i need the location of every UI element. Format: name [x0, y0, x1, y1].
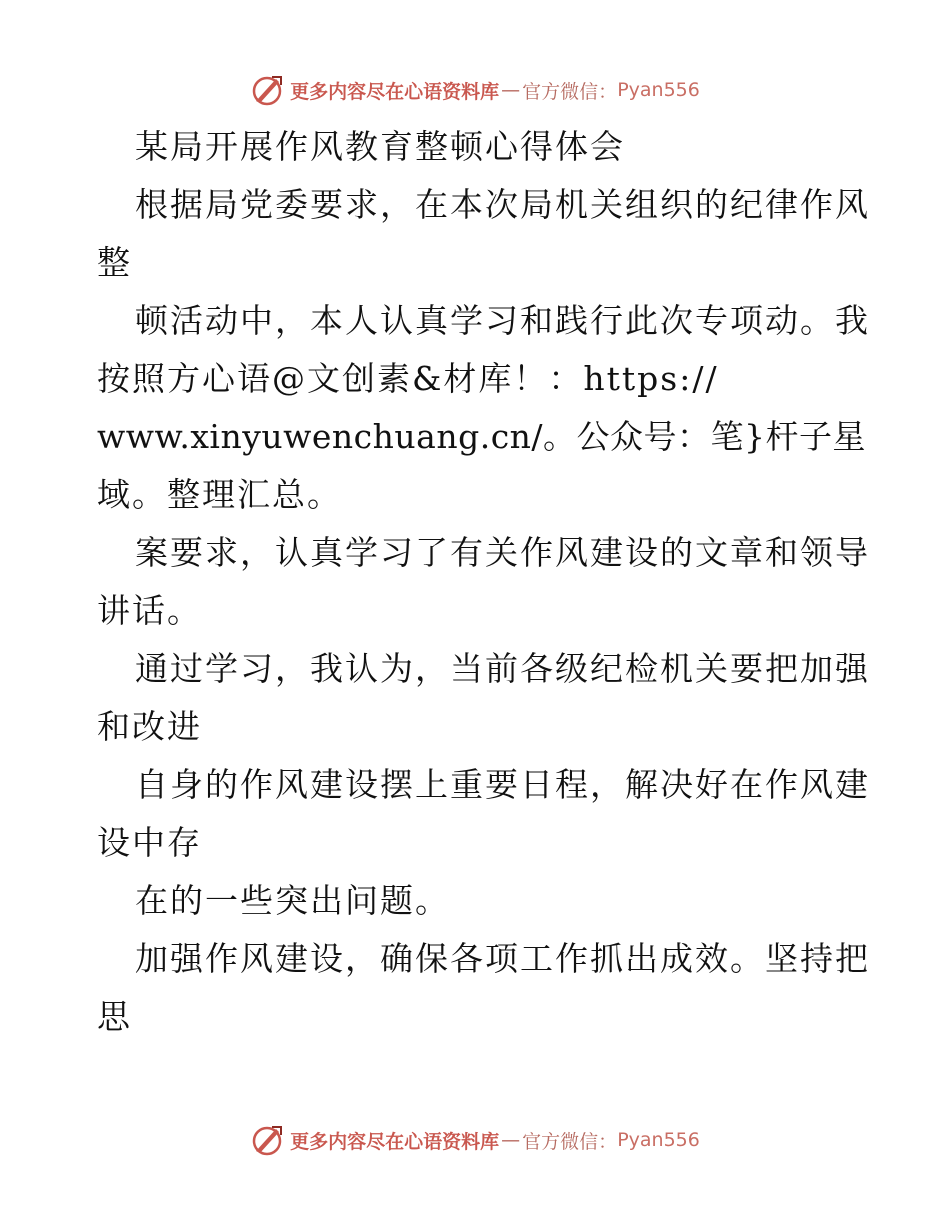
text-line: www.xinyuwenchuang.cn/。公众号：笔}杆子星: [97, 417, 867, 456]
quill-logo-icon: [250, 73, 284, 107]
banner-dash: —: [501, 1129, 521, 1151]
text-line: 在的一些突出问题。: [135, 881, 450, 920]
text-line: 通过学习，我认为，当前各级纪检机关要把加强: [135, 649, 870, 688]
document-title: 某局开展作风教育整顿心得体会: [135, 127, 625, 166]
document-body: [97, 118, 870, 1046]
text-line: 加强作风建设，确保各项工作抓出成效。坚持把: [135, 939, 870, 978]
text-line: 顿活动中，本人认真学习和践行此次专项动。我: [135, 301, 870, 340]
banner-dash: —: [501, 79, 521, 101]
text-line: 自身的作风建设摆上重要日程，解决好在作风建: [135, 765, 870, 804]
banner-text: 更多内容尽在心语资料库: [290, 80, 500, 103]
text-line: 根据局党委要求，在本次局机关组织的纪律作风: [135, 185, 870, 224]
text-line: 思: [97, 997, 132, 1036]
text-line: 和改进: [97, 707, 202, 746]
page-footer: [0, 1120, 950, 1160]
text-line: 讲话。: [97, 591, 202, 630]
wechat-id: Pyan556: [617, 1129, 700, 1151]
text-line: 按照方心语@文创素&材库！：https://: [97, 359, 719, 398]
text-line: 整: [97, 243, 132, 282]
text-line: 设中存: [97, 823, 202, 862]
text-line: 案要求，认真学习了有关作风建设的文章和领导: [135, 533, 870, 572]
wechat-label: 官方微信：: [522, 80, 618, 103]
text-line: 域。整理汇总。: [97, 475, 342, 514]
quill-logo-icon: [250, 1123, 284, 1157]
wechat-id: Pyan556: [617, 79, 700, 101]
page-header: [0, 70, 950, 110]
wechat-label: 官方微信：: [522, 1130, 618, 1153]
footer-banner: [250, 1123, 700, 1157]
header-banner: [250, 73, 700, 107]
banner-text: 更多内容尽在心语资料库: [290, 1130, 500, 1153]
